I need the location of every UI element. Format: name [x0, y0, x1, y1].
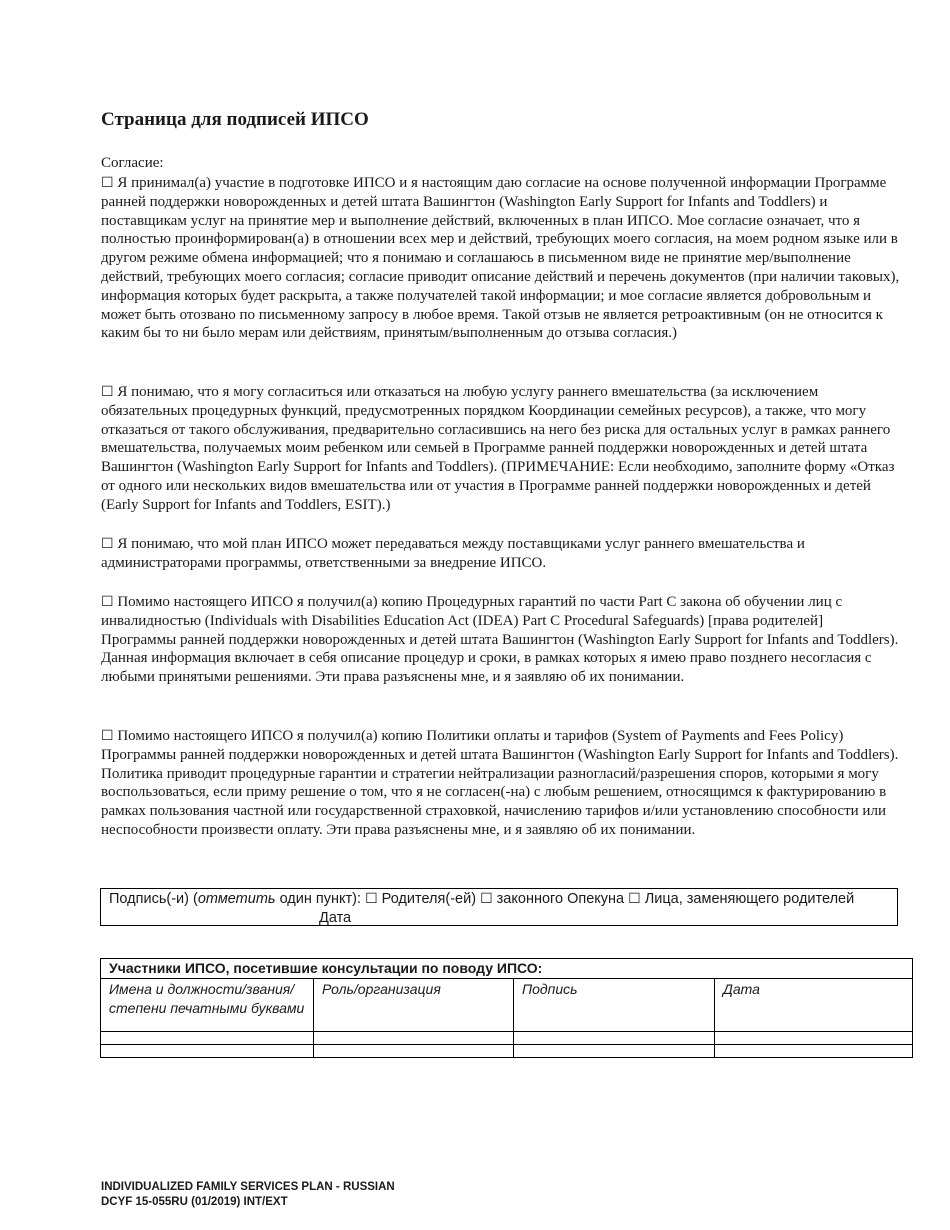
option-guardian-label: законного Опекуна: [496, 891, 625, 907]
paragraph-text-4: Помимо настоящего ИПСО я получил(а) копию Процедурных гарантий по части Part C закона об обучении лиц с инвалидностью (Individuals with Disabilities Education Act (IDEA) Part C Procedural Safeguards) [права родителей] Программы ранней поддержки новорожденных и детей штата Вашингтон (Washington Early Support for Infants and Toddlers). Данная информация включает в себя описание процедур и сроки, в рамках которых я имею право позднего несогласия с любыми принятыми решениями. Эти права разъяснены мне, и я заявляю об их понимании.: [101, 594, 899, 686]
consent-label: Согласие:: [101, 155, 164, 171]
checkbox-1[interactable]: ☐: [101, 175, 114, 191]
consent-paragraph-1: [101, 174, 901, 343]
table-cell[interactable]: [101, 1032, 314, 1045]
table-cell[interactable]: [715, 1045, 913, 1058]
table-cell[interactable]: [514, 1045, 715, 1058]
participants-table-title: Участники ИПСО, посетившие консультации по поводу ИПСО:: [101, 959, 913, 979]
table-cell[interactable]: [314, 1045, 514, 1058]
column-header-signature: Подпись: [514, 979, 715, 1032]
signature-instruction-rest: один пункт):: [279, 891, 362, 907]
signature-date-label: Дата: [319, 910, 352, 926]
checkbox-5[interactable]: ☐: [101, 728, 114, 744]
checkbox-parent[interactable]: ☐: [365, 891, 378, 907]
table-cell[interactable]: [514, 1032, 715, 1045]
column-header-role: Роль/организация: [314, 979, 514, 1032]
paragraph-text-3: Я понимаю, что мой план ИПСО может передаваться между поставщиками услуг раннего вмешательства и администраторами программы, ответственными за внедрение ИПСО.: [101, 536, 805, 571]
column-header-date: Дата: [715, 979, 913, 1032]
consent-paragraph-5: [101, 727, 901, 840]
table-row: [101, 1045, 913, 1058]
checkbox-4[interactable]: ☐: [101, 594, 114, 610]
table-row: [101, 1032, 913, 1045]
option-parent-label: Родителя(-ей): [381, 891, 477, 907]
table-cell[interactable]: [715, 1032, 913, 1045]
paragraph-text-2: Я понимаю, что я могу согласиться или отказаться на любую услугу раннего вмешательства (за исключением обязательных процедурных функций, предусмотренных порядком Координации семейных ресурсов), а также, что могу отказаться от такого обслуживания, предварительно согласившись на него без риска для остальных услуг в рамках раннего вмешательства, получаемых моим ребенком или семьей в Программе ранней поддержки новорожденных и детей штата Вашингтон (Washington Early Support for Infants and Toddlers). (ПРИМЕЧАНИЕ: Если необходимо, заполните форму «Отказ от одного или нескольких видов вмешательства или от участия в Программе ранней поддержки новорожденных и детей (Early Support for Infants and Toddlers, ESIT).): [101, 384, 895, 513]
option-surrogate-label: Лица, заменяющего родителей: [644, 891, 855, 907]
participants-table: [100, 958, 913, 1058]
footer-line-1: INDIVIDUALIZED FAMILY SERVICES PLAN - RUSSIAN: [101, 1181, 395, 1193]
consent-paragraph-3: [101, 535, 901, 573]
checkbox-surrogate[interactable]: ☐: [628, 891, 641, 907]
table-cell[interactable]: [314, 1032, 514, 1045]
paragraph-text-1: Я принимал(а) участие в подготовке ИПСО и я настоящим даю согласие на основе полученной информации Программе ранней поддержки новорожденных и детей штата Вашингтон (Washington Early Support for Infants and Toddlers) и поставщикам услуг на принятие мер и выполнение действий, включенных в план ИПСО. Мое согласие означает, что я полностью проинформирован(а) в отношении всех мер и действий, требующих моего согласия, на моем родном языке или в другом режиме обмена информацией; что я понимаю и соглашаюсь в письменном виде не принятие мер/выполнение действий, требующих моего согласия; согласие приводит описание действий и перечень документов (при наличии таковых), информация которых будет раскрыта, а также получателей такой информации; и мое согласие является добровольным и может быть отозвано по письменному запросу в любое время. Такой отзыв не является ретроактивным (он не относится к каким бы то ни было мерам или действиям, принятым/выполненным до отзыва согласия.): [101, 175, 900, 342]
column-header-names: Имена и должности/звания/степени печатными буквами: [101, 979, 314, 1032]
footer-line-2: DCYF 15-055RU (01/2019) INT/EXT: [101, 1196, 288, 1208]
page-title: Страница для подписей ИПСО: [101, 109, 369, 130]
signature-box: Подпись(-и) (отметить один пункт): ☐ Родителя(-ей) ☐ законного Опекуна ☐ Лица, заменяющего родителей Дата: [100, 888, 898, 926]
checkbox-2[interactable]: ☐: [101, 384, 114, 400]
table-cell[interactable]: [101, 1045, 314, 1058]
checkbox-3[interactable]: ☐: [101, 536, 114, 552]
signature-instruction: отметить: [197, 891, 276, 907]
consent-paragraph-4: [101, 593, 901, 687]
footer: [101, 1180, 395, 1210]
consent-paragraph-2: [101, 383, 901, 515]
paragraph-text-5: Помимо настоящего ИПСО я получил(а) копию Политики оплаты и тарифов (System of Payments and Fees Policy) Программы ранней поддержки новорожденных и детей штата Вашингтон (Washington Early Support for Infants and Toddlers). Политика приводит процедурные гарантии и стратегии нейтрализации разногласий/разрешения споров, которыми я могу воспользоваться, если приму решение о том, что я не согласен(-на) с любым решением, относящимся к фактурированию в рамках пользования частной или государственной страховкой, начислению тарифов и/или установлению способности или неспособности произвести оплату. Эти права разъяснены мне, и я заявляю об их понимании.: [101, 728, 899, 838]
signature-label: Подпись(-и): [109, 891, 189, 907]
checkbox-guardian[interactable]: ☐: [480, 891, 493, 907]
